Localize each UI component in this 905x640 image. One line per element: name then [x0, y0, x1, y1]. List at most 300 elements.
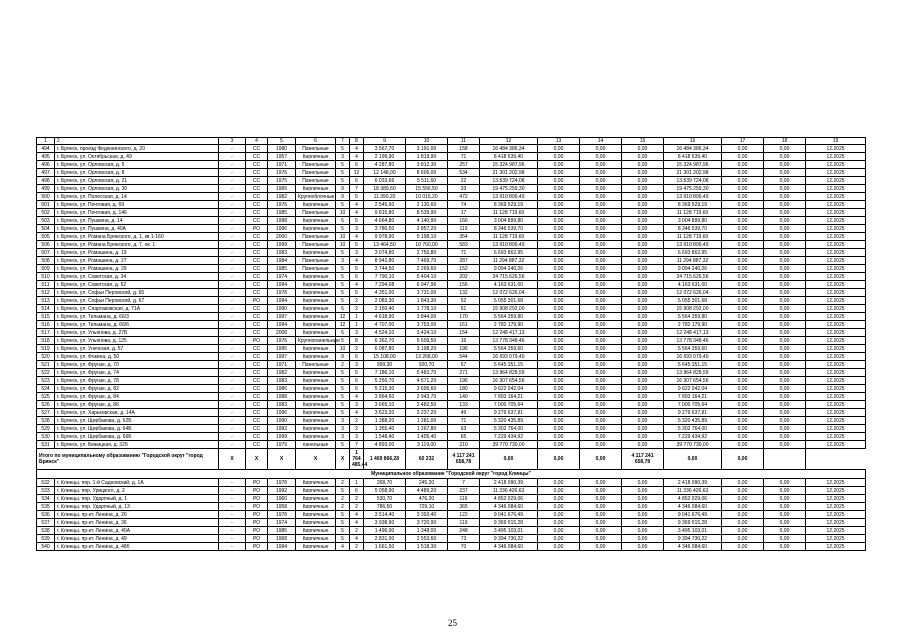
table-cell: 0,00: [764, 401, 806, 409]
table-cell: СС: [246, 265, 268, 273]
table-cell: Панельные: [296, 265, 336, 273]
table-cell: 3 844,00: [406, 313, 448, 321]
table-cell: 0,00: [580, 543, 622, 551]
table-cell: 0,00: [580, 225, 622, 233]
table-cell: 0,00: [764, 169, 806, 177]
table-cell: 3 744,50: [364, 265, 406, 273]
table-cell: 7 186,10: [364, 369, 406, 377]
table-cell: 0,00: [722, 409, 764, 417]
table-cell: 511: [37, 281, 55, 289]
table-cell: 0,00: [580, 385, 622, 393]
table-cell: 11 294 887,32: [480, 257, 538, 265]
table-cell: 3 780,50: [364, 225, 406, 233]
table-cell: г. Брянск, ул. Унечская, д. 57: [55, 345, 219, 353]
table-cell: 0,00: [580, 177, 622, 185]
table-cell: 133: [448, 401, 480, 409]
table-cell: г. Брянск, ул. Почтовая, д. 146: [55, 209, 219, 217]
table-cell: 0,00: [722, 209, 764, 217]
table-cell: 0,00: [538, 527, 580, 535]
table-cell: 122: [448, 511, 480, 519]
table-cell: 1974: [268, 519, 296, 527]
table-cell: г. Брянск, ул. Октябрьская, д. 49: [55, 153, 219, 161]
table-cell: 0,00: [764, 257, 806, 265]
table-cell: 1 405,40: [406, 433, 448, 441]
table-cell: 0,00: [722, 297, 764, 305]
table-cell: 12 248 417,13: [664, 329, 722, 337]
table-cell: 0,00: [764, 495, 806, 503]
table-cell: 3: [350, 361, 364, 369]
table-cell: Кирпичные: [296, 433, 336, 441]
table-cell: -: [219, 369, 246, 377]
table-cell: 9 041 676,49: [480, 511, 538, 519]
table-cell: 0,00: [764, 265, 806, 273]
table-cell: 5 055 301,68: [480, 297, 538, 305]
table-cell: -: [219, 535, 246, 543]
table-cell: г. Брянск, ул. Орловская, д. 21: [55, 177, 219, 185]
table-cell: 4: [350, 153, 364, 161]
table-cell: 0,00: [764, 313, 806, 321]
table-cell: 0,00: [580, 185, 622, 193]
table-cell: Кирпичные: [296, 273, 336, 281]
table-cell: 2 199,90: [364, 153, 406, 161]
table-cell: 0,00: [580, 361, 622, 369]
table-cell: 0,00: [722, 329, 764, 337]
table-cell: 4: [350, 233, 364, 241]
table-row: [37, 369, 866, 377]
table-cell: 0,00: [538, 417, 580, 425]
table-cell: 4: [350, 535, 364, 543]
table-cell: 12.2025: [806, 177, 866, 185]
table-cell: 12.2025: [806, 353, 866, 361]
table-cell: 1965: [268, 185, 296, 193]
table-cell: 0,00: [622, 169, 664, 177]
table-row: [37, 153, 866, 161]
table-cell: 0,00: [622, 401, 664, 409]
table-cell: 268,70: [364, 479, 406, 487]
table-cell: 0,00: [538, 225, 580, 233]
table-cell: 0,00: [580, 487, 622, 495]
table-cell: 0,00: [722, 401, 764, 409]
table-cell: 0,00: [622, 511, 664, 519]
table-cell: 12.2025: [806, 503, 866, 511]
table-cell: 0,00: [764, 249, 806, 257]
table-row: [37, 487, 866, 495]
table-cell: 0,00: [722, 393, 764, 401]
table-cell: 0,00: [580, 377, 622, 385]
table-cell: 0,00: [538, 535, 580, 543]
table-cell: 476,20: [406, 495, 448, 503]
table-cell: 3 720,90: [406, 519, 448, 527]
table-cell: 0,00: [722, 321, 764, 329]
table-cell: 4: [350, 511, 364, 519]
table-cell: 12.2025: [806, 265, 866, 273]
table-cell: 5 564 359,80: [480, 313, 538, 321]
total-cell: 1 764 485,44: [350, 449, 364, 470]
table-cell: СС: [246, 305, 268, 313]
table-cell: 8 606,00: [406, 169, 448, 177]
table-cell: 10: [406, 138, 448, 145]
table-cell: 116: [448, 495, 480, 503]
table-cell: 4: [350, 393, 364, 401]
table-cell: 0,00: [722, 289, 764, 297]
table-cell: 12.2025: [806, 257, 866, 265]
table-cell: 505: [37, 233, 55, 241]
table-cell: 583: [448, 241, 480, 249]
table-cell: 15: [622, 138, 664, 145]
table-cell: г. Брянск, ул. Фрунзе, д. 78: [55, 377, 219, 385]
table-cell: Кирпичные: [296, 519, 336, 527]
total-label: Итого по муниципальному образованию "Городской округ "город Брянск": [37, 449, 219, 470]
table-row: [37, 479, 866, 487]
table-cell: г. Брянск, ул. Пушкина, д. 40А: [55, 225, 219, 233]
table-cell: 0,00: [764, 273, 806, 281]
table-cell: 0,00: [764, 217, 806, 225]
table-cell: 10: [336, 241, 350, 249]
table-cell: 0,00: [764, 305, 806, 313]
table-cell: 196: [448, 345, 480, 353]
table-cell: -: [219, 401, 246, 409]
table-row: [37, 409, 866, 417]
table-cell: 0,00: [764, 511, 806, 519]
table-cell: г. Брянск, ул. Щербакова, д. 64Б: [55, 425, 219, 433]
table-cell: 5: [336, 273, 350, 281]
table-cell: 3 623,20: [364, 409, 406, 417]
table-cell: 13 910 899,49: [480, 241, 538, 249]
table-cell: 3 695,60: [406, 385, 448, 393]
table-cell: 2: [350, 425, 364, 433]
table-cell: 12.2025: [806, 377, 866, 385]
table-cell: 534: [448, 169, 480, 177]
table-cell: Кирпичные: [296, 487, 336, 495]
table-cell: -: [219, 233, 246, 241]
table-cell: 0,00: [538, 185, 580, 193]
table-cell: 0,00: [622, 241, 664, 249]
table-cell: Панельные: [296, 177, 336, 185]
table-cell: 0,00: [580, 145, 622, 153]
table-cell: 0,00: [580, 217, 622, 225]
table-cell: 11 128 719,60: [664, 209, 722, 217]
table-cell: 12.2025: [806, 193, 866, 201]
table-cell: 517: [37, 329, 55, 337]
table-cell: 3 567,70: [364, 145, 406, 153]
table-cell: 0,00: [722, 511, 764, 519]
table-cell: 2: [350, 417, 364, 425]
table-cell: СС: [246, 233, 268, 241]
table-cell: 5: [350, 217, 364, 225]
table-cell: 0,00: [538, 249, 580, 257]
table-cell: 0,00: [622, 193, 664, 201]
table-cell: 0,00: [580, 193, 622, 201]
table-cell: СС: [246, 201, 268, 209]
table-cell: 5: [336, 289, 350, 297]
table-cell: 0,00: [764, 425, 806, 433]
table-cell: 7: [336, 138, 350, 145]
table-cell: 12.2025: [806, 337, 866, 345]
table-cell: 520: [37, 353, 55, 361]
table-cell: 13 964 828,59: [480, 369, 538, 377]
table-cell: 4 893,00: [364, 441, 406, 449]
table-cell: 6 362,70: [364, 337, 406, 345]
table-cell: 0,00: [538, 145, 580, 153]
table-cell: 0,00: [764, 527, 806, 535]
table-cell: 0,00: [538, 329, 580, 337]
table-cell: 237: [448, 487, 480, 495]
table-cell: -: [219, 193, 246, 201]
table-cell: 0,00: [538, 353, 580, 361]
table-cell: СС: [246, 313, 268, 321]
table-cell: 1982: [268, 193, 296, 201]
table-cell: РО: [246, 487, 268, 495]
table-cell: -: [219, 281, 246, 289]
table-cell: 12.2025: [806, 511, 866, 519]
table-cell: 9 279 637,81: [480, 409, 538, 417]
table-cell: 1 348,00: [406, 527, 448, 535]
table-cell: 5: [336, 377, 350, 385]
table-cell: 0,00: [764, 201, 806, 209]
table-cell: 999,30: [364, 361, 406, 369]
table-cell: 5: [268, 138, 296, 145]
table-cell: Кирпичные: [296, 479, 336, 487]
table-cell: 3 495 103,01: [664, 527, 722, 535]
table-cell: -: [219, 185, 246, 193]
table-cell: 8 539,90: [406, 209, 448, 217]
table-cell: 0,00: [538, 479, 580, 487]
table-cell: 6 693 862,95: [480, 249, 538, 257]
table-cell: 63: [448, 425, 480, 433]
table-cell: 2: [350, 503, 364, 511]
table-cell: 0,00: [764, 185, 806, 193]
table-cell: 508: [37, 257, 55, 265]
table-cell: 17: [448, 209, 480, 217]
table-cell: 154: [448, 329, 480, 337]
table-cell: 0,00: [764, 161, 806, 169]
table-cell: г. Брянск, ул. Орловская, д. 5: [55, 161, 219, 169]
table-cell: 8: [350, 138, 364, 145]
table-cell: 0,00: [722, 273, 764, 281]
table-cell: 501: [37, 201, 55, 209]
table-cell: 12.2025: [806, 417, 866, 425]
table-cell: 1986: [268, 385, 296, 393]
table-cell: 0,00: [764, 361, 806, 369]
table-cell: 514: [37, 305, 55, 313]
table-cell: 1 388,20: [364, 417, 406, 425]
table-cell: 5 250,70: [364, 377, 406, 385]
table-cell: г. Клинцы, пр-кт. Ленина, д. 40А: [55, 527, 219, 535]
table-cell: 0,00: [722, 519, 764, 527]
table-cell: 6 087,80: [364, 345, 406, 353]
table-cell: -: [219, 337, 246, 345]
table-cell: СС: [246, 377, 268, 385]
table-cell: 0,00: [722, 425, 764, 433]
table-cell: 196: [448, 377, 480, 385]
table-cell: 5: [350, 193, 364, 201]
table-cell: 3 938,90: [364, 519, 406, 527]
table-cell: РО: [246, 337, 268, 345]
table-row: [37, 377, 866, 385]
table-cell: 0,00: [580, 169, 622, 177]
table-cell: г. Брянск, ул. Почтовая, д. 69: [55, 201, 219, 209]
table-cell: 5: [336, 535, 350, 543]
table-cell: 0,00: [580, 161, 622, 169]
table-cell: 1997: [268, 353, 296, 361]
table-cell: 2: [350, 345, 364, 353]
table-cell: г. Клинцы, пер. Ударпный, д. 13: [55, 503, 219, 511]
table-cell: СС: [246, 385, 268, 393]
table-cell: 9 394 730,22: [480, 535, 538, 543]
table-cell: 5: [336, 385, 350, 393]
table-row: [37, 225, 866, 233]
table-cell: 9 094 240,26: [664, 265, 722, 273]
table-cell: 0,00: [622, 201, 664, 209]
table-cell: 499: [37, 185, 55, 193]
table-cell: 0,00: [538, 161, 580, 169]
table-cell: 3 731,00: [406, 289, 448, 297]
table-cell: 3 753,00: [406, 321, 448, 329]
table-cell: 15 556,50: [406, 185, 448, 193]
table-cell: 12.2025: [806, 487, 866, 495]
table-cell: 12.2025: [806, 479, 866, 487]
table-cell: РО: [246, 495, 268, 503]
table-cell: 1 267,80: [406, 425, 448, 433]
table-cell: 65: [448, 433, 480, 441]
total-cell: 0,00: [538, 449, 580, 470]
table-cell: Кирпичные: [296, 321, 336, 329]
table-row: [37, 519, 866, 527]
table-cell: 15 108,00: [364, 353, 406, 361]
total-cell: X: [336, 449, 350, 470]
table-cell: 5 483,70: [406, 369, 448, 377]
table-cell: 3 074,80: [364, 249, 406, 257]
table-cell: 0,00: [580, 305, 622, 313]
table-cell: 0,00: [580, 233, 622, 241]
table-cell: 513: [37, 297, 55, 305]
table-cell: 536: [37, 511, 55, 519]
table-row: [37, 233, 866, 241]
table-cell: г. Брянск, ул. Бежицкая, д. 329: [55, 441, 219, 449]
table-cell: г. Клинцы, пр-кт. Ленина, д. 20: [55, 511, 219, 519]
table-cell: 0,00: [622, 265, 664, 273]
table-cell: 0,00: [764, 441, 806, 449]
table-cell: 9 815,80: [364, 209, 406, 217]
registry-table-page: [36, 137, 865, 551]
table-cell: 1983: [268, 377, 296, 385]
table-cell: 4: [350, 201, 364, 209]
table-cell: 5: [336, 145, 350, 153]
table-cell: 7 790,10: [364, 273, 406, 281]
table-cell: 0,00: [764, 543, 806, 551]
table-cell: 12.2025: [806, 345, 866, 353]
table-cell: 5 645 351,15: [664, 361, 722, 369]
table-cell: 0,00: [622, 249, 664, 257]
table-cell: г. Брянск, ул. Орловская, д. 30: [55, 185, 219, 193]
table-row: [37, 217, 866, 225]
table-cell: -: [219, 433, 246, 441]
table-cell: 1978: [268, 479, 296, 487]
table-cell: 0,00: [580, 527, 622, 535]
table-cell: 0,00: [764, 145, 806, 153]
table-cell: Кирпичные: [296, 345, 336, 353]
table-cell: 12.2025: [806, 441, 866, 449]
table-cell: 5 564 359,80: [664, 313, 722, 321]
table-cell: 202: [448, 273, 480, 281]
table-cell: 4: [350, 145, 364, 153]
table-cell: СС: [246, 281, 268, 289]
table-cell: 0,00: [538, 177, 580, 185]
table-cell: г. Брянск, ул. Щербакова, д. 66Б: [55, 433, 219, 441]
table-cell: 0,00: [622, 369, 664, 377]
table-cell: Кирпичные: [296, 297, 336, 305]
table-cell: 8 346 539,70: [664, 225, 722, 233]
table-cell: 0,00: [580, 249, 622, 257]
table-cell: 0,00: [622, 409, 664, 417]
table-cell: 12.2025: [806, 145, 866, 153]
total-cell: 4 117 241 658,78: [448, 449, 480, 470]
table-cell: 0,00: [622, 393, 664, 401]
table-cell: 39 770 730,00: [664, 441, 722, 449]
table-cell: -: [219, 201, 246, 209]
table-cell: 12.2025: [806, 281, 866, 289]
table-row: [37, 273, 866, 281]
table-cell: 6: [350, 177, 364, 185]
table-cell: 0,00: [722, 487, 764, 495]
table-cell: -: [219, 241, 246, 249]
table-cell: г. Брянск, ул. Советская, д. 34: [55, 273, 219, 281]
table-cell: Кирпичные: [296, 417, 336, 425]
table-cell: 10: [336, 233, 350, 241]
table-row: [37, 417, 866, 425]
table-cell: 0,00: [538, 209, 580, 217]
table-cell: 2 831,00: [364, 535, 406, 543]
table-cell: 0,00: [622, 479, 664, 487]
table-cell: 5 302 764,00: [480, 425, 538, 433]
table-cell: 0,00: [580, 273, 622, 281]
table-cell: 12.2025: [806, 249, 866, 257]
table-cell: г. Брянск, ул. Полесская, д. 14: [55, 193, 219, 201]
table-cell: 6: [350, 161, 364, 169]
table-cell: Панельные: [296, 233, 336, 241]
table-cell: 1980: [268, 145, 296, 153]
table-cell: 0,00: [538, 385, 580, 393]
table-cell: -: [219, 409, 246, 417]
table-cell: 6: [336, 217, 350, 225]
table-cell: 16 484 386,34: [664, 145, 722, 153]
table-cell: 73: [448, 535, 480, 543]
table-cell: 0,00: [764, 377, 806, 385]
table-row: [37, 249, 866, 257]
table-cell: 5: [336, 393, 350, 401]
table-cell: 1976: [268, 337, 296, 345]
table-cell: Кирпичные: [296, 527, 336, 535]
table-cell: 5 609,50: [406, 337, 448, 345]
table-cell: 12: [336, 313, 350, 321]
table-cell: 166: [448, 217, 480, 225]
table-cell: 0,00: [580, 425, 622, 433]
table-cell: 12.2025: [806, 241, 866, 249]
page-number: 25: [448, 618, 457, 628]
table-cell: -: [219, 305, 246, 313]
table-cell: 12.2025: [806, 519, 866, 527]
table-cell: 472: [448, 193, 480, 201]
table-cell: 5: [336, 441, 350, 449]
table-cell: СС: [246, 393, 268, 401]
table-row: [37, 209, 866, 217]
table-cell: -: [219, 393, 246, 401]
table-cell: Кирпичные: [296, 185, 336, 193]
table-cell: 257: [448, 161, 480, 169]
table-cell: 0,00: [580, 441, 622, 449]
table-cell: 0,00: [722, 233, 764, 241]
table-cell: 496: [37, 161, 55, 169]
